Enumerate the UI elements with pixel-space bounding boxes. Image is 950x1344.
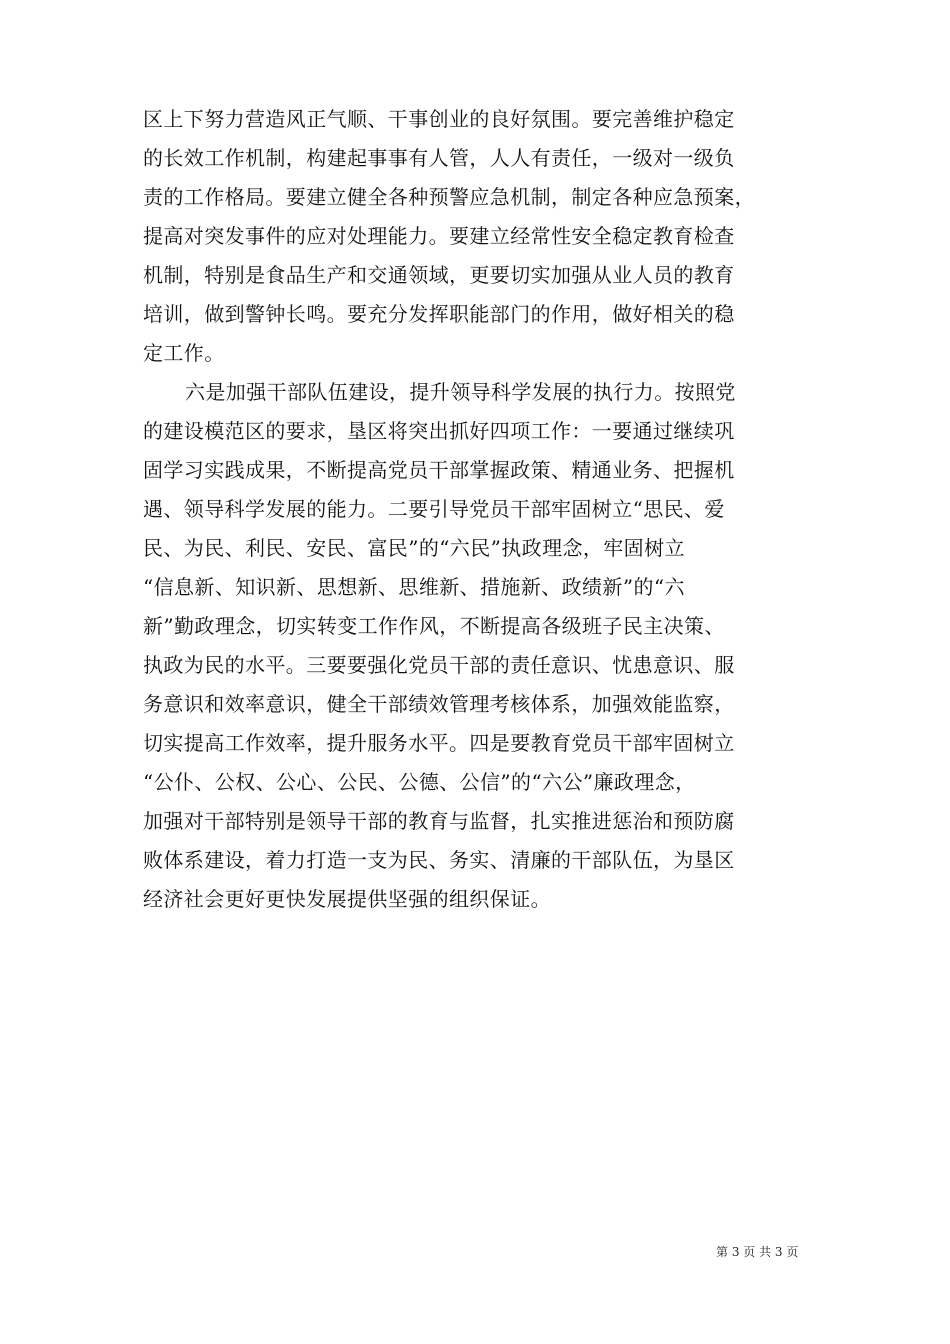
text-line: 定工作。 [143,341,225,365]
text-line: 机制，特别是食品生产和交通领域，更要切实加强从业人员的教育 [143,263,735,287]
paragraph-1 [143,100,823,373]
text-line: 固学习实践成果，不断提高党员干部掌握政策、精通业务、把握机 [143,458,735,482]
text-line: 切实提高工作效率，提升服务水平。四是要教育党员干部牢固树立 [143,731,735,755]
text-line: 败体系建设，着力打造一支为民、务实、清廉的干部队伍，为垦区 [143,848,735,872]
text-line: 责的工作格局。要建立健全各种预警应急机制，制定各种应急预案， [143,185,755,209]
paragraph-2 [143,373,823,919]
page-number-footer: 第 3 页 共 3 页 [716,1245,799,1259]
text-line: 民、为民、利民、安民、富民”的“六民”执政理念，牢固树立 [143,536,685,560]
text-line: 新”勤政理念，切实转变工作作风，不断提高各级班子民主决策、 [143,614,725,638]
text-line: 提高对突发事件的应对处理能力。要建立经常性安全稳定教育检查 [143,224,735,248]
text-line: 务意识和效率意识，健全干部绩效管理考核体系，加强效能监察， [143,692,735,716]
text-line: 六是加强干部队伍建设，提升领导科学发展的执行力。按照党 [185,380,736,404]
text-line: 执政为民的水平。三要要强化党员干部的责任意识、忧患意识、服 [143,653,735,677]
text-line: 培训，做到警钟长鸣。要充分发挥职能部门的作用，做好相关的稳 [143,302,735,326]
text-line: “信息新、知识新、思想新、思维新、措施新、政绩新”的“六 [143,575,685,599]
text-line: “公仆、公权、公心、公民、公德、公信”的“六公”廉政理念， [143,770,696,794]
document-body [143,100,823,919]
text-line: 的长效工作机制，构建起事事有人管，人人有责任，一级对一级负 [143,146,735,170]
text-line: 区上下努力营造风正气顺、干事创业的良好氛围。要完善维护稳定 [143,107,735,131]
text-line: 加强对干部特别是领导干部的教育与监督，扎实推进惩治和预防腐 [143,809,735,833]
text-line: 遇、领导科学发展的能力。二要引导党员干部牢固树立“思民、爱 [143,497,725,521]
text-line: 经济社会更好更快发展提供坚强的组织保证。 [143,887,551,911]
text-line: 的建设模范区的要求，垦区将突出抓好四项工作：一要通过继续巩 [143,419,735,443]
